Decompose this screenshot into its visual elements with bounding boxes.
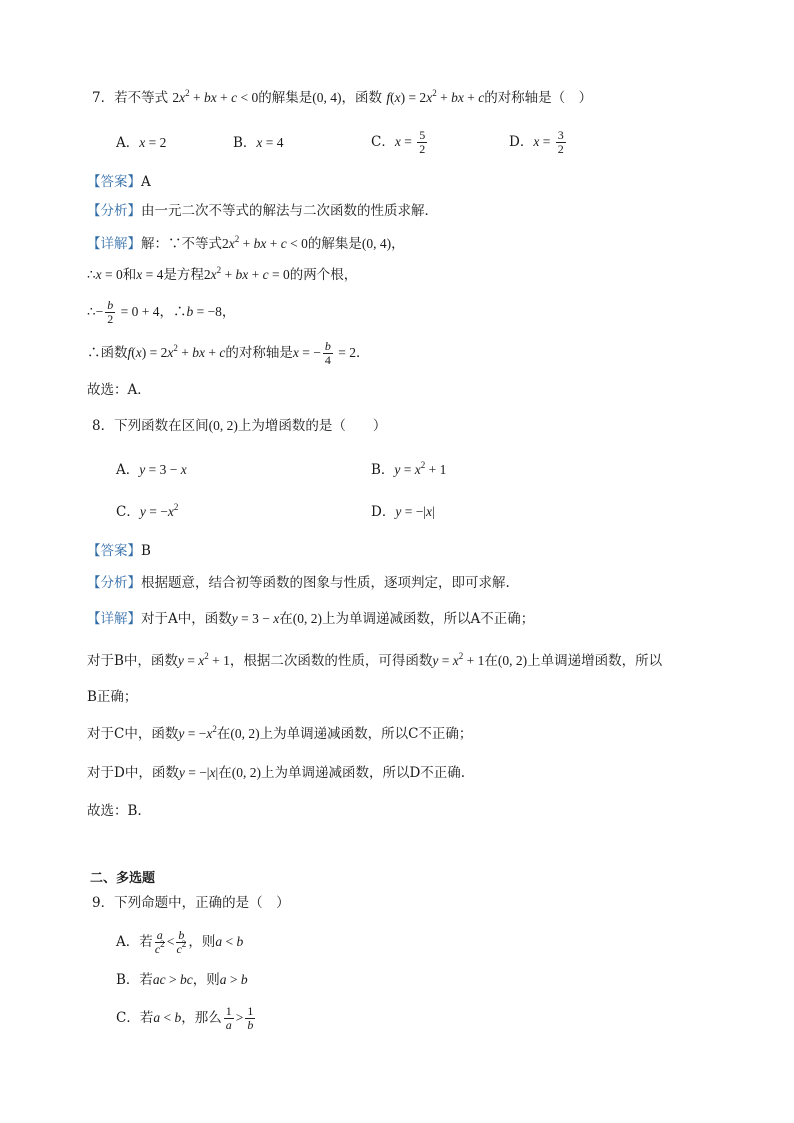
q7-option-b: B．x = 4 xyxy=(233,135,284,151)
q7-option-c: C．x = $\frac{5}{2}$ xyxy=(371,128,426,156)
q8-option-a: A．y = 3 − x xyxy=(116,462,187,478)
q8-analysis: 【分析】根据题意，结合初等函数的图象与性质，逐项判定，即可求解. xyxy=(87,575,510,591)
q9-option-c: C．若a < b，那么 $\frac{1}{a}$ > $\frac{1}{b}$ xyxy=(116,1004,254,1032)
q8-option-d: D．y = −|x| xyxy=(371,504,435,520)
q7-answer: 【答案】A xyxy=(87,174,151,190)
q8-option-b: B．$y = x^2 + 1$ xyxy=(371,460,447,478)
q7-option-a: A．x = 2 xyxy=(116,135,167,151)
q7-detail-1: 【详解】解：∵不等式$2x^2$ + bx + c < 0的解集是(0, 4)， xyxy=(87,234,405,252)
q8-option-c: C．$y = -x^2$ xyxy=(116,502,179,520)
q7-option-d: D．x = $\frac{3}{2}$ xyxy=(509,128,564,156)
q9-stem: 9．下列命题中，正确的是（ ） xyxy=(92,895,290,911)
q7-choose: 故选：A． xyxy=(87,382,151,398)
q8-detail-2: 对于B中，函数$y = x^2 + 1$，根据二次函数的性质，可得函数$y = x^2 + 1$在(0, 2)上单调递增函数，所以 xyxy=(87,651,663,669)
q7-detail-3: ∴− $\frac{b}{2}$ = 0 + 4，∴b = −8， xyxy=(87,298,236,326)
q8-detail-1: 【详解】对于A中，函数y = 3 − x在(0, 2)上为单调递减函数，所以A不正确； xyxy=(87,611,535,627)
q8-answer: 【答案】B xyxy=(87,543,151,559)
q8-detail-3: 对于C中，函数$y = -x^2$在(0, 2)上为单调递减函数，所以C不正确； xyxy=(87,724,473,742)
q7-stem: 7．若不等式 $2x^2$ + bx + c < 0的解集是(0, 4)，函数 $f(x) = 2x^2$ + bx + c的对称轴是（ ） xyxy=(92,88,593,106)
q8-detail-4: 对于D中，函数y = −|x|在(0, 2)上为单调递减函数，所以D不正确. xyxy=(87,765,466,781)
section-title: 二、多选题 xyxy=(90,871,156,886)
q9-option-a: A．若 $\frac{a}{c^2}$ < $\frac{b}{c^2}$ ，则a < b xyxy=(116,928,244,956)
q7-analysis: 【分析】由一元二次不等式的解法与二次函数的性质求解． xyxy=(87,203,438,219)
q9-option-b: B．若ac > bc，则a > b xyxy=(116,972,248,988)
q7-detail-2: ∴x = 0和x = 4是方程$2x^2$ + bx + c = 0的两个根， xyxy=(87,265,358,283)
q8-detail-2-cont: B正确； xyxy=(87,689,138,705)
q8-choose: 故选：B. xyxy=(87,803,142,819)
q7-detail-4: ∴函数$f(x) = 2x^2$ + bx + c的对称轴是x = − $\frac{b}{4}$ = 2． xyxy=(87,339,370,367)
q8-stem: 8．下列函数在区间(0, 2)上为增函数的是（ ） xyxy=(92,418,387,434)
